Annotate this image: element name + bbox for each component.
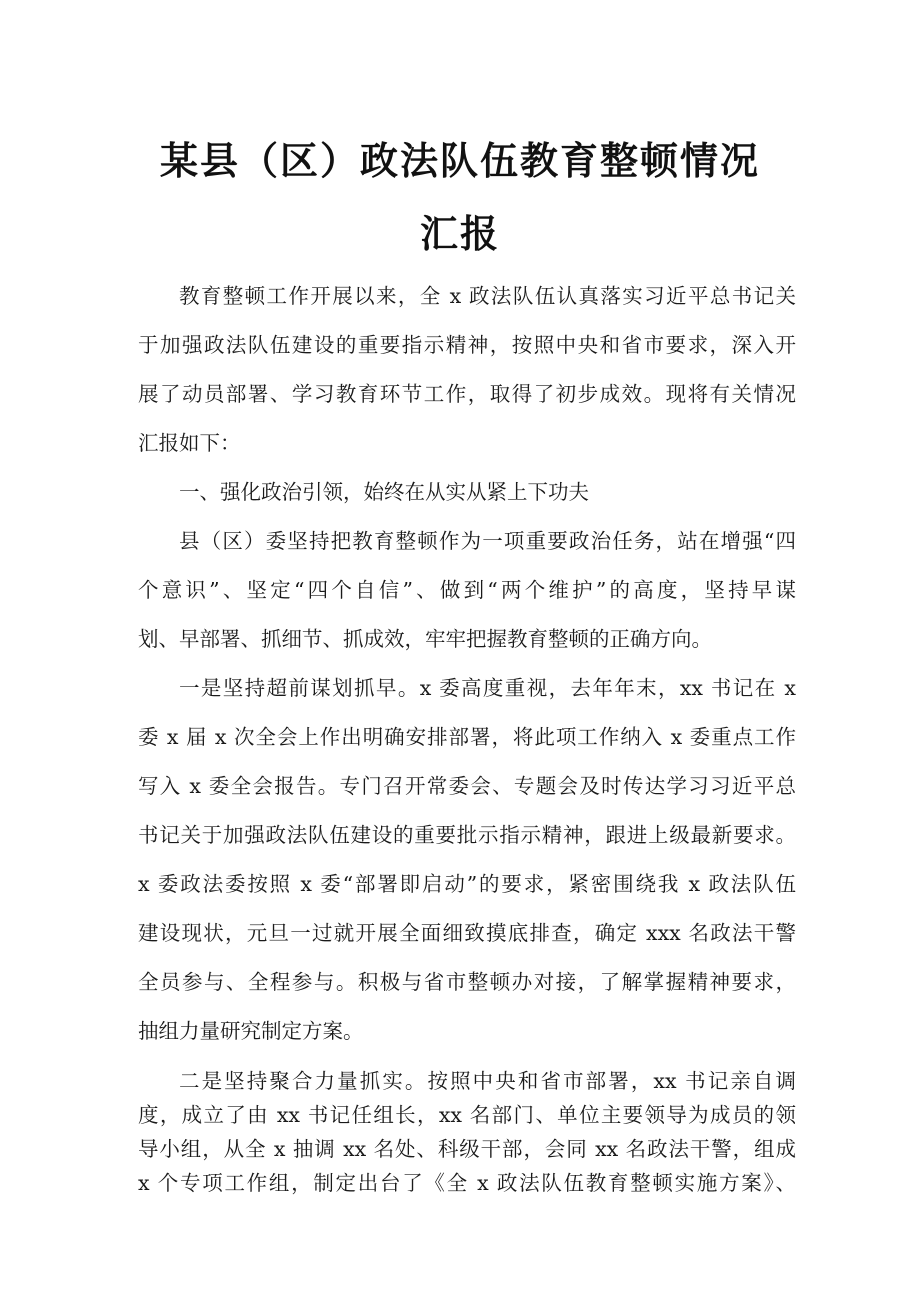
paragraph-line: x 委政法委按照 x 委“部署即启动”的要求，紧密围绕我 x 政法队伍 — [138, 872, 796, 896]
section-1-paragraph — [138, 517, 796, 664]
paragraph-line: 划、早部署、抓细节、抓成效，牢牢把握教育整顿的正确方向。 — [138, 627, 712, 651]
paragraph-line: 建设现状，元旦一过就开展全面细致摸底排查，确定 xxx 名政法干警 — [138, 921, 796, 945]
document-title-line-2: 汇报 — [419, 212, 500, 256]
document-title-line-1: 某县（区）政法队伍教育整顿情况 — [159, 139, 760, 183]
paragraph-line: 汇报如下： — [138, 431, 241, 455]
paragraph-line: 展了动员部署、学习教育环节工作，取得了初步成效。现将有关情况 — [138, 382, 796, 406]
paragraph-line: 写入 x 委全会报告。专门召开常委会、专题会及时传达学习习近平总 — [138, 774, 796, 798]
intro-paragraph — [138, 272, 796, 468]
paragraph-line: 个意识”、坚定“四个自信”、做到“两个维护”的高度，坚持早谋 — [138, 578, 796, 602]
section-1-heading-block — [138, 468, 796, 517]
paragraph-line: 度，成立了由 xx 书记任组长，xx 名部门、单位主要领导为成员的领 — [138, 1103, 796, 1127]
paragraph-line: 全员参与、全程参与。积极与省市整顿办对接，了解掌握精神要求， — [138, 970, 796, 994]
paragraph-line: 县（区）委坚持把教育整顿作为一项重要政治任务，站在增强“四 — [179, 529, 796, 553]
section-heading: 一、强化政治引领，始终在从实从紧上下功夫 — [179, 480, 589, 504]
paragraph-line: 导小组，从全 x 抽调 xx 名处、科级干部，会同 xx 名政法干警，组成 — [138, 1137, 796, 1161]
paragraph-line: 一是坚持超前谋划抓早。x 委高度重视，去年年末，xx 书记在 x — [179, 676, 796, 700]
paragraph-line: 抽组力量研究制定方案。 — [138, 1019, 364, 1043]
point-2-paragraph — [138, 1064, 796, 1200]
paragraph-line: 二是坚持聚合力量抓实。按照中央和省市部署，xx 书记亲自调 — [179, 1069, 796, 1093]
paragraph-line: x 个专项工作组，制定出台了《全 x 政法队伍教育整顿实施方案》、 — [138, 1171, 796, 1195]
paragraph-line: 于加强政法队伍建设的重要指示精神，按照中央和省市要求，深入开 — [138, 333, 796, 357]
paragraph-line: 书记关于加强政法队伍建设的重要批示指示精神，跟进上级最新要求。 — [138, 823, 796, 847]
point-1-paragraph — [138, 664, 796, 1056]
paragraph-line: 教育整顿工作开展以来，全 x 政法队伍认真落实习近平总书记关 — [179, 284, 796, 308]
paragraph-line: 委 x 届 x 次全会上作出明确安排部署，将此项工作纳入 x 委重点工作 — [138, 725, 796, 749]
